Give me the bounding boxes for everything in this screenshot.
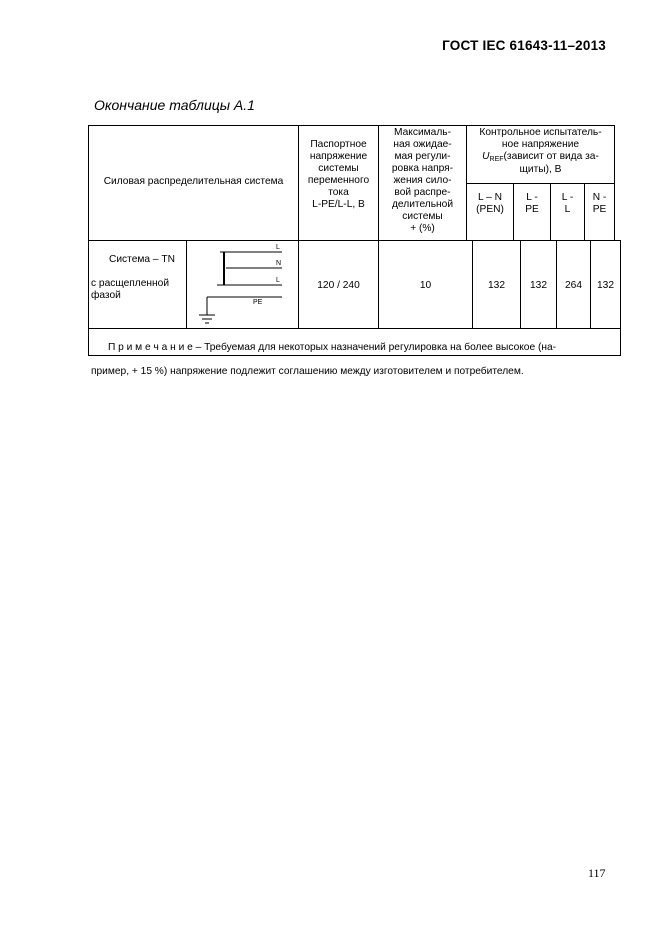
document-header: ГОСТ IEC 61643-11–2013 xyxy=(442,38,606,53)
subheader-divider xyxy=(466,183,615,184)
ref-subscript: REF xyxy=(489,156,504,163)
table-note xyxy=(89,330,620,390)
header-sub-ln: L – N (PEN) xyxy=(476,192,504,215)
header-test-voltage-line: Контрольное испытатель- xyxy=(479,127,602,138)
header-rated-voltage: Паспортное напряжение системы переменного тока L-PE/L-L, В xyxy=(307,139,370,210)
diagram-label: PE xyxy=(253,299,263,306)
row-system-name-line: Система – TN xyxy=(109,254,175,265)
header-test-voltage xyxy=(467,127,614,176)
table-border-right xyxy=(620,240,621,356)
header-sub-ll: L - L xyxy=(561,192,574,215)
diagram-label: L xyxy=(276,244,280,251)
row-value-lpe: 132 xyxy=(530,280,547,291)
row-system-name xyxy=(89,242,186,314)
row-rated-voltage: 120 / 240 xyxy=(317,280,360,291)
row-max-expected: 10 xyxy=(419,280,432,291)
table-border-top xyxy=(88,125,615,126)
row-system-name-rest: с расщепленной фазой xyxy=(91,278,170,301)
row-value-npe: 132 xyxy=(597,280,614,291)
diagram-label: N xyxy=(276,260,282,267)
note-line: пример, + 15 %) напряжение подлежит соглашению между изготовителем и потребителем. xyxy=(91,366,524,377)
note-line xyxy=(91,342,620,354)
diagram-label: L xyxy=(276,277,280,284)
u-symbol: U xyxy=(482,151,490,162)
header-system: Силовая распределительная система xyxy=(103,176,284,187)
header-test-voltage-line: щиты), В xyxy=(519,164,562,175)
note-prefix: П р и м е ч а н и е xyxy=(108,342,193,353)
header-test-voltage-text: (зависит от вида за- xyxy=(503,151,599,162)
tn-system-diagram xyxy=(187,241,298,328)
header-test-voltage-line xyxy=(467,151,614,164)
table-caption: Окончание таблицы А.1 xyxy=(94,97,255,113)
header-sub-lpe: L - PE xyxy=(525,192,539,215)
header-max-expected: Максималь- ная ожидае- мая регули- ровка напря- жения сило- вой распре- делительной системы + (%) xyxy=(391,127,454,234)
row-value-ln: 132 xyxy=(488,280,505,291)
header-test-voltage-line: ное напряжение xyxy=(501,139,580,150)
table-border-left xyxy=(88,125,89,356)
header-border-right xyxy=(614,125,615,240)
page-number: 117 xyxy=(588,866,606,880)
row-value-ll: 264 xyxy=(565,280,582,291)
row-bottom-border xyxy=(88,328,621,329)
header-sub-npe: N - PE xyxy=(592,192,607,215)
header-bottom-border xyxy=(88,240,621,241)
note-text: – Требуемая для некоторых назначений регулировка на более высокое (на- xyxy=(192,342,557,353)
